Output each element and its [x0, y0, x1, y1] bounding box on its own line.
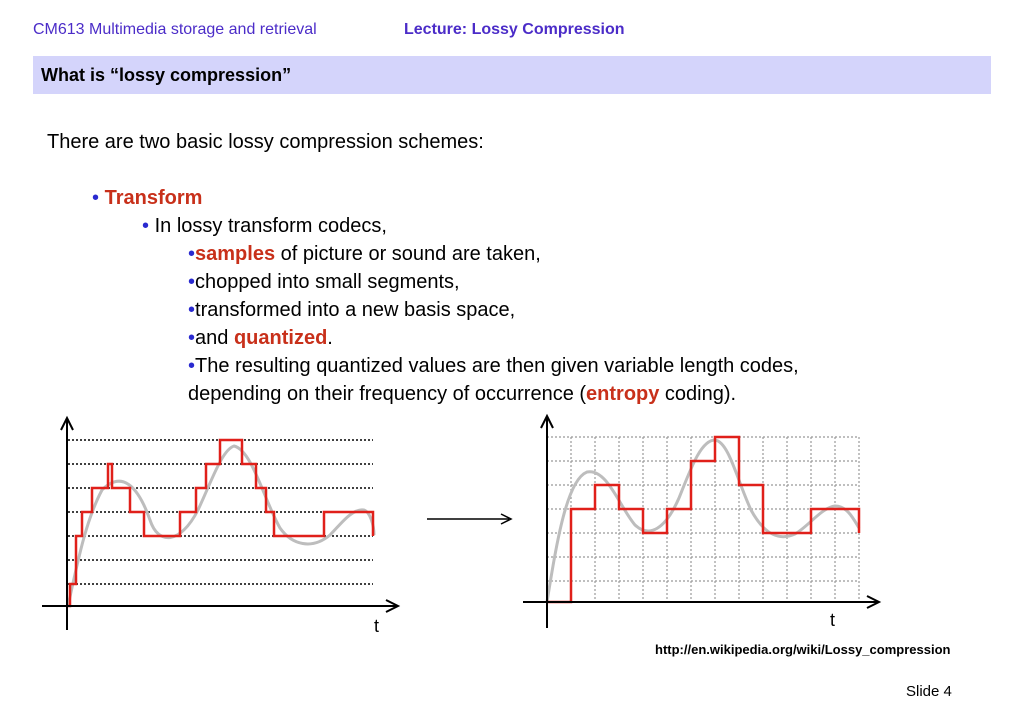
transform-arrow — [425, 510, 515, 528]
bullet-entropy-line — [188, 380, 736, 408]
bullet-samples-rest: of picture or sound are taken, — [275, 243, 541, 265]
quantized-signal — [547, 437, 859, 602]
highlight-samples: samples — [195, 243, 276, 265]
slide-title: What is “lossy compression” — [41, 65, 292, 85]
bullet-marker: • — [188, 243, 196, 265]
bullet-transform-label: Transform — [104, 187, 203, 209]
bullet-quantized-pre: and — [195, 327, 234, 349]
bullet-marker: • — [188, 299, 196, 321]
highlight-entropy: entropy — [586, 383, 660, 405]
bullet-marker: • — [188, 271, 196, 293]
x-axis-label: t — [374, 616, 380, 636]
intro-text: There are two basic lossy compression schemes: — [47, 131, 484, 153]
bullet-marker: • — [142, 215, 150, 237]
slide-number: Slide 4 — [906, 683, 952, 700]
bullet-codecs — [142, 212, 387, 240]
bullet-chopped — [188, 268, 460, 296]
entropy-post: coding). — [659, 383, 737, 405]
analog-signal-curve — [68, 446, 374, 606]
bullet-marker: • — [92, 187, 100, 209]
bullet-samples — [188, 240, 541, 268]
bullet-marker: • — [188, 327, 196, 349]
quantized-signal — [68, 440, 373, 606]
lecture-title: Lecture: Lossy Compression — [404, 21, 625, 38]
bullet-transformed — [188, 296, 515, 324]
bullet-quantized — [188, 324, 333, 352]
time-amplitude-quantization-figure — [515, 410, 885, 635]
x-axis-label: t — [830, 610, 836, 630]
bullet-marker: • — [188, 355, 196, 377]
bullet-transform — [92, 184, 202, 212]
bullet-resulting-label: The resulting quantized values are then given variable length codes, — [195, 355, 799, 377]
amplitude-quantization-figure — [30, 410, 410, 640]
slide-title-bar — [33, 56, 991, 94]
course-title: CM613 Multimedia storage and retrieval — [33, 21, 317, 38]
bullet-transformed-label: transformed into a new basis space, — [195, 299, 516, 321]
bullet-chopped-label: chopped into small segments, — [195, 271, 460, 293]
bullet-quantized-post: . — [327, 327, 333, 349]
bullet-resulting — [188, 352, 799, 380]
entropy-pre: depending on their frequency of occurrence ( — [188, 383, 587, 405]
highlight-quantized: quantized — [233, 327, 328, 349]
source-link[interactable]: http://en.wikipedia.org/wiki/Lossy_compression — [655, 642, 951, 657]
bullet-codecs-label: In lossy transform codecs, — [154, 215, 387, 237]
